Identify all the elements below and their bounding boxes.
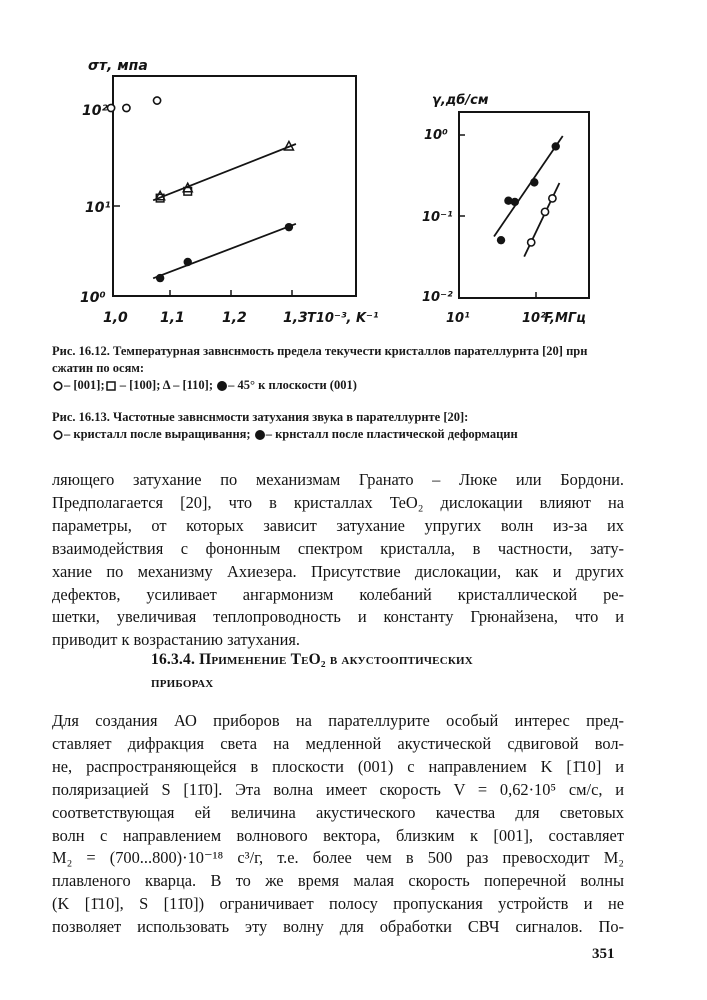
paragraph-2-line: не, распространяющейся в плоскости (001) с направлением K [1̄10] и [52, 756, 624, 776]
caption-1-legend-row [52, 377, 627, 394]
paragraph-1-line: ляющего затухание по механизмам Гранато – Люке или Бордони. [52, 470, 624, 489]
fig2-point-open-circle-1 [541, 208, 548, 215]
fig1-point-filled-circle-1 [184, 258, 192, 266]
fig1-point-open-circle-2 [153, 97, 160, 104]
paragraph-2-line: Для создания АО приборов на парателлурите особый интерес пред- [52, 711, 624, 730]
paragraph-2-line: ставляет дифракция света на медленной акустической сдвиговой вол- [52, 733, 624, 753]
fig1-fit-line-3 [153, 224, 296, 279]
fig2-point-open-circle-0 [528, 239, 535, 246]
fig1-frame [113, 76, 356, 296]
caption-1-text: Температурная завнснмость предела текучести кристаллов парателлурнта [20] прн сжатин по осям: [52, 344, 588, 375]
figure-16-12-caption [52, 343, 627, 394]
caption-2-legend-row [52, 426, 627, 443]
legend-open-circle-icon [52, 430, 64, 440]
fig1-x-tick-0: 1,0 [103, 310, 128, 326]
section-heading-line-2: приборах [151, 674, 214, 691]
fig2-x-tick-1: 10² [522, 311, 546, 326]
fig1-y-tick-0: 10² [82, 103, 108, 119]
body-paragraph-2 [52, 710, 624, 939]
fig1-point-filled-circle-0 [156, 274, 164, 282]
paragraph-2-line: соответствующая ей величина акустического качества для световых [52, 802, 624, 822]
legend-open-square-icon [105, 380, 117, 392]
fig1-x-tick-2: 1,2 [222, 310, 247, 326]
paragraph-1-line: приводит к возрастанию затухания. [52, 630, 300, 650]
paragraph-1-line: дефектов, усиливает ангармонизм колебаний кристаллической ре- [52, 584, 624, 604]
figures-svg [0, 0, 707, 340]
legend-filled-circle-icon [254, 429, 266, 441]
paragraph-2-line: (K [1̄10], S [11̄0]) ограничивает полосу пропускания устройств и не [52, 894, 624, 914]
fig1-x-axis-label: T10⁻³, K⁻¹ [307, 311, 379, 326]
fig1-marks [107, 97, 295, 282]
fig1-point-open-circle-0 [107, 104, 114, 111]
figure-16-13-caption [52, 409, 627, 443]
caption-2-text: Частотные завнснмости затухания звука в парателлурнте [20]: [113, 410, 469, 424]
section-heading-line-1: 16.3.4. Применение TeO₂ в акустооптических [151, 651, 473, 668]
fig1-point-filled-circle-2 [285, 223, 293, 231]
page-number: 351 [592, 946, 615, 962]
fig2-x-axis-label: F,МГц [544, 311, 586, 326]
fig2-point-open-circle-2 [549, 195, 556, 202]
fig2-point-filled-circle-0 [497, 236, 505, 244]
fig2-y-tick-2: 10⁻² [422, 290, 453, 305]
fig2-frame [459, 112, 589, 298]
fig1-x-tick-1: 1,1 [160, 310, 185, 326]
paragraph-1-line: Предполагается [20], что в кристаллах TeO₂ дислокации влияют на [52, 492, 624, 512]
caption-1-legend-text: – [001]; – [100]; Δ – [110]; – 45° к плоскости (001) [64, 378, 357, 392]
fig2-fit-line-0 [494, 136, 563, 236]
paragraph-2-line: позволяет использовать эту волну для обработки СВЧ сигналов. По- [52, 917, 624, 937]
legend-open-circle-icon [52, 381, 64, 391]
fig2-y-tick-1: 10⁻¹ [422, 210, 453, 225]
fig1-y-tick-1: 10¹ [85, 200, 111, 216]
body-paragraph-1 [52, 469, 624, 652]
paragraph-1-line: параметры, от которых зависит затухание упругих волн из-за их [52, 515, 624, 535]
caption-1-label: Рис. 16.12. [52, 344, 110, 358]
fig2-y-axis-label: γ,дб/см [432, 93, 489, 108]
section-heading [151, 648, 591, 694]
fig2-point-filled-circle-3 [530, 178, 538, 186]
paragraph-2-line: волн с направлением волнового вектора, близким к [001], составляет [52, 825, 624, 845]
caption-2-legend-b: – крнсталл после пластической деформацин [265, 427, 518, 441]
paragraph-1-line: шетки, увеличивая теплопроводность и константу Грюнайзена, что и [52, 607, 624, 627]
fig1-point-open-circle-1 [123, 104, 130, 111]
figure-16-13 [422, 93, 589, 326]
legend-filled-circle-icon [216, 380, 228, 392]
paragraph-1-line: хание по механизму Ахиезера. Присутствие дислокации, как и других [52, 561, 624, 581]
paragraph-1-line: взаимодействия с фононным спектром кристалла, в частности, зату- [52, 538, 624, 558]
paragraph-2-line: плавленого кварца. В то же время малая скорость поперечной волны [52, 871, 624, 891]
fig1-y-tick-2: 10⁰ [80, 290, 106, 306]
fig2-y-tick-0: 10⁰ [424, 128, 448, 143]
paragraph-2-line: M₂ = (700...800)·10⁻¹⁸ с³/г, т.е. более чем в 500 раз превосходит M₂ [52, 848, 624, 868]
fig1-fit-line-2 [153, 144, 296, 200]
fig2-point-filled-circle-4 [552, 142, 560, 150]
fig2-x-tick-0: 10¹ [446, 311, 470, 326]
figures-area [0, 0, 707, 340]
figure-16-12 [80, 58, 379, 326]
fig2-marks [494, 136, 563, 257]
caption-2-legend-a: – кристалл после выращивання; [64, 427, 251, 441]
paragraph-2-line: поляризацией S [11̄0]. Эта волна имеет скорость V = 0,62·10⁵ см/с, и [52, 779, 624, 799]
caption-2-label: Рис. 16.13. [52, 410, 110, 424]
fig2-point-filled-circle-2 [511, 198, 519, 206]
fig1-y-axis-label: σт, мпа [88, 58, 148, 74]
fig1-x-tick-3: 1,3 [283, 310, 308, 326]
